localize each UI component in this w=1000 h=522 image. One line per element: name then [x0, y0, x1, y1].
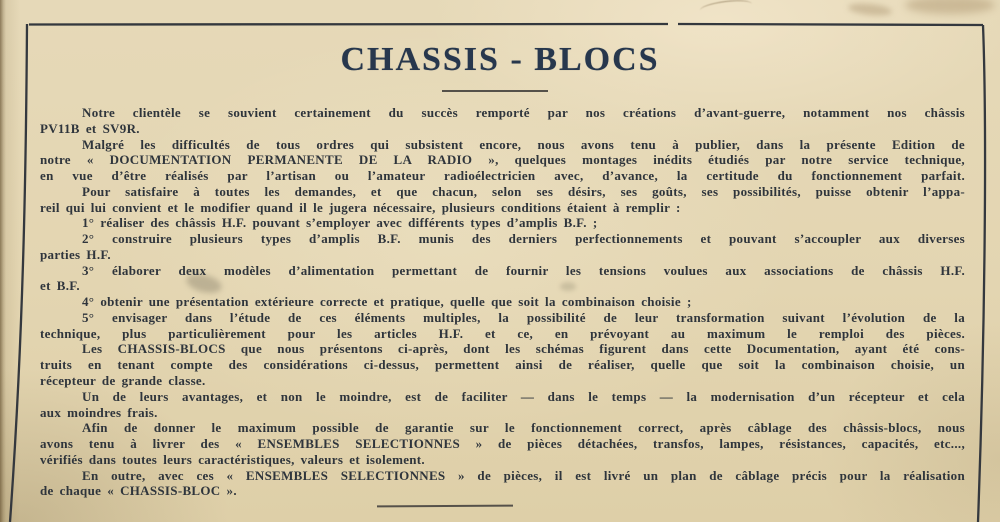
title-rule: [442, 90, 548, 92]
text-line: 3° élaborer deux modèles d’alimentation permettant de fournir les tensions voulues aux associations de châssis H.F.: [82, 262, 965, 278]
text-line: 2° construire plusieurs types d’amplis B.F. munis des derniers perfectionnements et pouvant s’accoupler aux diverses: [82, 231, 965, 247]
text-line: Un de leurs avantages, et non le moindre, est de faciliter — dans le temps — la modernisation d’un récepteur et cela: [82, 388, 965, 404]
text-line: Pour satisfaire à toutes les demandes, et que chacun, selon ses désirs, ses goûts, ses possibilités, puisse obtenir l’appa-: [82, 183, 965, 199]
text-line: Les CHASSIS-BLOCS que nous présentons ci-après, dont les schémas figurent dans cette Documentation, ayant été cons-: [82, 341, 965, 357]
text-line: vérifiés dans toutes leurs caractéristiques, valeurs et isolement.: [40, 451, 425, 467]
text-line: en vue d’être réalisés par l’artisan ou l’amateur radioélectricien avec, d’avance, la certitude du fonctionnement parfait.: [40, 168, 965, 184]
text-line: reil qui lui convient et le modifier quand il le jugera nécessaire, plusieurs conditions étaient à remplir :: [40, 199, 681, 215]
text-line: Malgré les difficultés de tous ordres qui subsistent encore, nous avons tenu à publier, dans la présente Edition de: [82, 136, 965, 152]
text-line: aux moindres frais.: [40, 404, 158, 420]
text-line: notre « DOCUMENTATION PERMANENTE DE LA RADIO », quelques montages inédits étudiés par notre service technique,: [40, 152, 965, 168]
text-line: En outre, avec ces « ENSEMBLES SELECTIONNES » de pièces, il est livré un plan de câblage précis pour la réalisation: [82, 467, 965, 483]
text-column: [40, 105, 965, 499]
text-line: Afin de donner le maximum possible de garantie sur le fonctionnement correct, après câblage des châssis-blocs, nous: [82, 420, 965, 436]
text-line: avons tenu à livrer des « ENSEMBLES SELECTIONNES » de pièces détachées, transfos, lampes, résistances, capacités, etc...,: [40, 436, 965, 452]
text-line: 5° envisager dans l’étude de ces éléments multiples, la possibilité de leur transformation suivant l’évolution de la: [82, 309, 965, 325]
page-title: CHASSIS - BLOCS: [340, 41, 660, 78]
text-line: récepteur de grande classe.: [40, 373, 206, 389]
text-line: et B.F.: [40, 278, 80, 294]
text-line: technique, plus particulièrement pour les articles H.F. et ce, en prévoyant au maximum le remploi des pièces.: [40, 325, 965, 341]
text-line: PV11B et SV9R.: [40, 120, 140, 136]
text-line: 1° réaliser des châssis H.F. pouvant s’employer avec différents types d’amplis B.F. ;: [82, 215, 598, 231]
text-line: 4° obtenir une présentation extérieure correcte et pratique, quelle que soit la combinaison choisie ;: [82, 294, 692, 310]
text-line: parties H.F.: [40, 246, 111, 262]
text-line: Notre clientèle se souvient certainement du succès remporté par nos créations d’avant-guerre, notamment nos châssis: [82, 105, 965, 120]
text-line: truits en tenant compte des considérations ci-dessus, permettent ainsi de réaliser, quelle que soit la combinaison choisie, un: [40, 357, 965, 373]
text-line: de chaque « CHASSIS-BLOC ».: [40, 483, 237, 499]
